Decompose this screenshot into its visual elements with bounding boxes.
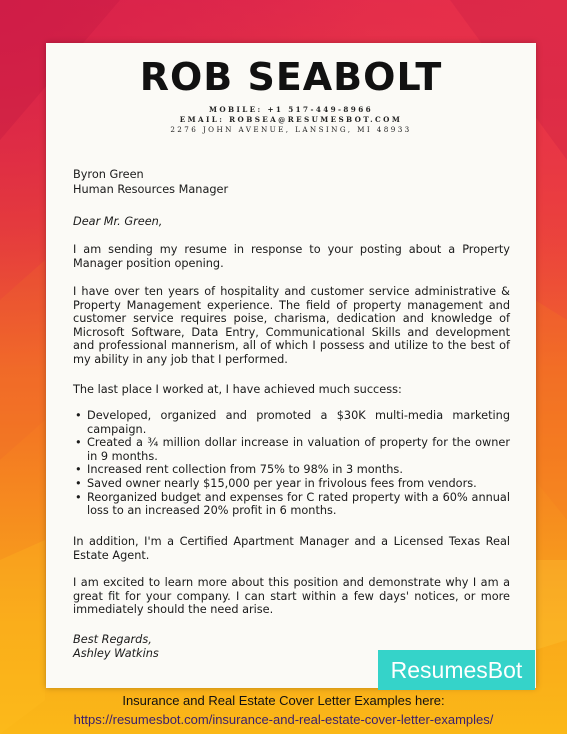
applicant-name: ROB SEABOLT	[139, 55, 443, 99]
paragraph-certifications: In addition, I'm a Certified Apartment Manager and a Licensed Texas Real Estate Agent.	[73, 535, 510, 562]
recipient-title: Human Resources Manager	[73, 183, 229, 196]
list-item: • Saved owner nearly $15,000 per year in frivolous fees from vendors.	[75, 476, 477, 490]
paragraph-success-lead: The last place I worked at, I have achieved much success:	[73, 383, 402, 396]
list-item: • Developed, organized and promoted a $30K multi-media marketing campaign.	[75, 409, 510, 436]
cover-letter-page	[46, 43, 536, 688]
email-address: EMAIL: ROBSEA@RESUMESBOT.COM	[179, 115, 403, 124]
paragraph-closing: I am excited to learn more about this position and demonstrate why I am a great fit for your company. I can start within a few days' notices, or more immediately should the need arise.	[73, 576, 510, 617]
footer-title: Insurance and Real Estate Cover Letter Examples here:	[122, 693, 445, 708]
paragraph-intro: I am sending my resume in response to your posting about a Property Manager position opening.	[73, 243, 510, 270]
list-item: • Created a ¾ million dollar increase in valuation of property for the owner in 9 months.	[75, 436, 510, 463]
recipient-name: Byron Green	[73, 168, 144, 181]
salutation: Dear Mr. Green,	[73, 215, 163, 228]
list-item: • Increased rent collection from 75% to 98% in 3 months.	[75, 463, 403, 477]
resumesbot-logo: ResumesBot	[378, 650, 535, 690]
mobile-number: MOBILE: +1 517-449-8966	[208, 105, 374, 114]
paragraph-experience: I have over ten years of hospitality and customer service administrative & Property Management experience. The field of property management and customer service requires poise, charisma, dedication and knowledge of Microsoft Software, Data Entry, Communicational Skills and development and professional mannerism, all of which I possess and utilize to the best of my ability in any job that I performed.	[73, 285, 510, 366]
street-address: 2276 JOHN AVENUE, LANSING, MI 48933	[170, 125, 412, 134]
list-item: • Reorganized budget and expenses for C rated property with a 60% annual loss to an increased 20% profit in 6 months.	[75, 490, 510, 518]
achievements-list	[73, 409, 510, 518]
signature-name: Ashley Watkins	[73, 647, 159, 660]
footer-link[interactable]: https://resumesbot.com/insurance-and-real-estate-cover-letter-examples/	[73, 712, 494, 727]
closing-phrase: Best Regards,	[73, 633, 152, 646]
